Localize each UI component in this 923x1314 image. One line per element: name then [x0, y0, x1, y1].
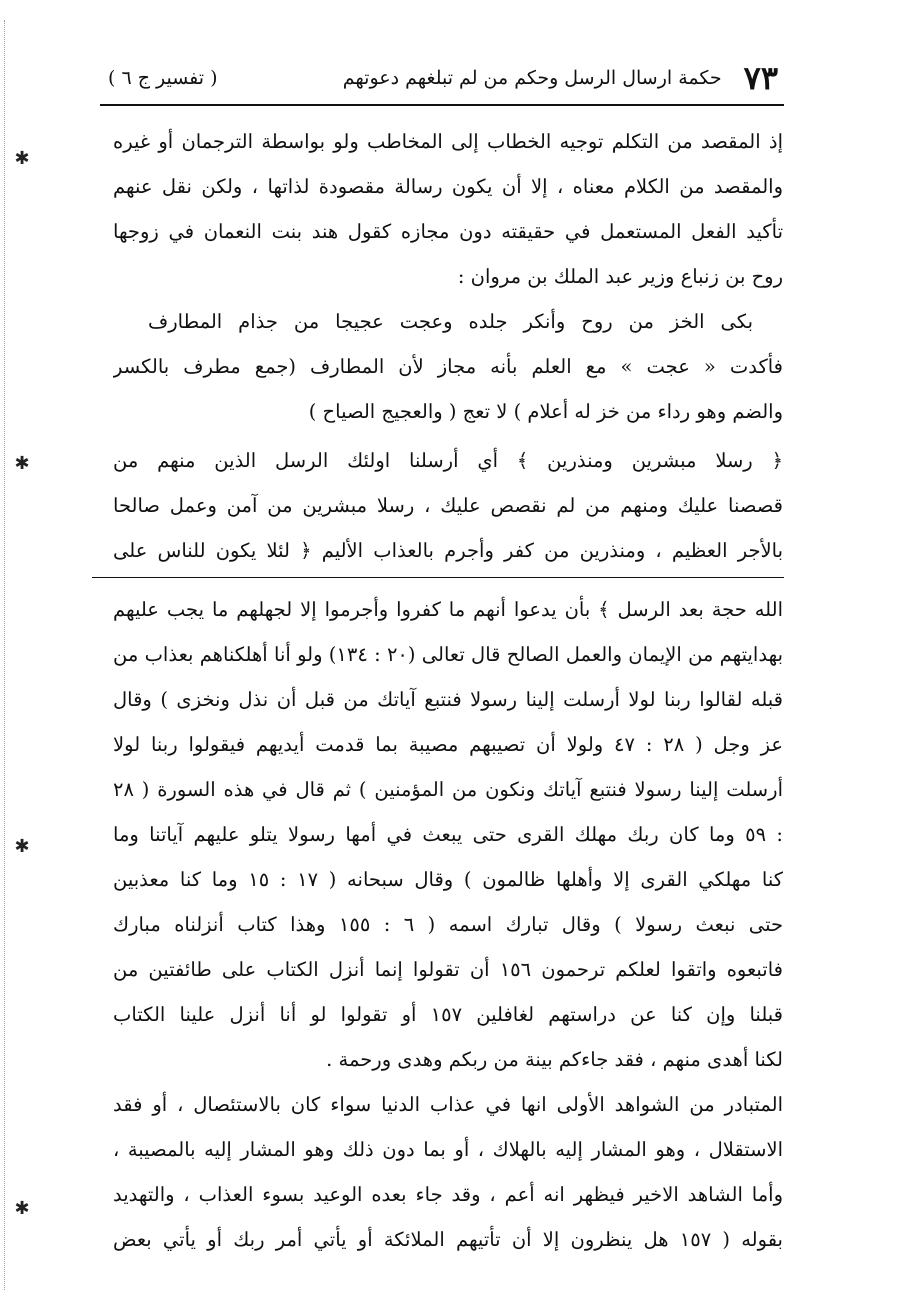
text-line: والمقصد من الكلام معناه ، إلا أن يكون رسالة مقصودة لذاتها ، ولكن نقل عنهم: [113, 175, 783, 198]
text-line: : ٥٩ وما كان ربك مهلك القرى حتى يبعث في أمها رسولا يتلو عليهم آياتنا وما: [113, 823, 783, 846]
poetry-verse: بكى الخز من روح وأنكر جلده وعجت عجيجا من جذام المطارف: [148, 310, 753, 333]
text-line: الله حجة بعد الرسل ﴾ بأن يدعوا أنهم ما كفروا وأجرموا إلا لجهلهم ما يجب عليهم: [113, 598, 783, 621]
page-number: ٧٣: [743, 59, 778, 97]
text-line: قبلنا وإن كنا عن دراستهم لغافلين ١٥٧ أو تقولوا لو أنا أنزل علينا الكتاب: [113, 1003, 783, 1026]
text-line: قبله لقالوا ربنا لولا أرسلت إلينا رسولا فنتبع آياتك من قبل أن نذل ونخزى ) وقال: [113, 688, 783, 711]
text-line: ﴿ رسلا مبشرين ومنذرين ﴾ أي أرسلنا اولئك الرسل الذين منهم من: [113, 449, 783, 472]
text-line: قصصنا عليك ومنهم من لم نقصص عليك ، رسلا مبشرين من آمن وعمل صالحا: [113, 494, 783, 517]
page-header: [108, 58, 778, 98]
text-line: وأما الشاهد الاخير فيظهر انه أعم ، وقد جاء بعده الوعيد بسوء العذاب ، والتهديد: [113, 1183, 783, 1206]
volume-reference: ( تفسير ج ٦ ): [108, 67, 218, 89]
text-line: فأكدت « عجت » مع العلم بأنه مجاز لأن المطارف (جمع مطرف بالكسر: [113, 355, 783, 378]
running-title: حكمة ارسال الرسل وحكم من لم تبلغهم دعوتهم: [342, 67, 722, 89]
margin-mark-icon: ✱: [14, 148, 30, 169]
header-rule: [100, 104, 784, 106]
text-line: فاتبعوه واتقوا لعلكم ترحمون ١٥٦ أن تقولوا إنما أنزل الكتاب على طائفتين من: [113, 958, 783, 981]
text-line: عز وجل ( ٢٨ : ٤٧ ولولا أن تصيبهم مصيبة بما قدمت أيديهم فيقولوا ربنا لولا: [113, 733, 783, 756]
page-left-edge: [4, 20, 11, 1290]
section-rule: [92, 577, 784, 578]
text-line: بقوله ( ١٥٧ هل ينظرون إلا أن تأتيهم الملائكة أو يأتي أمر ربك أو يأتي بعض: [113, 1228, 783, 1251]
text-line: حتى نبعث رسولا ) وقال تبارك اسمه ( ٦ : ١٥٥ وهذا كتاب أنزلناه مبارك: [113, 913, 783, 936]
text-line: أرسلت إلينا رسولا فنتبع آياتك ونكون من المؤمنين ) ثم قال في هذه السورة ( ٢٨: [113, 778, 783, 801]
text-line: بالأجر العظيم ، ومنذرين من كفر وأجرم بالعذاب الأليم ﴿ لئلا يكون للناس على: [113, 539, 783, 562]
text-line: المتبادر من الشواهد الأولى انها في عذاب الدنيا سواء كان بالاستئصال ، أو فقد: [113, 1093, 783, 1116]
text-line: والضم وهو رداء من خز له أعلام ) لا تعج ( والعجيج الصياح ): [308, 400, 783, 423]
text-line: بهدايتهم من الإيمان والعمل الصالح قال تعالى (٢٠ : ١٣٤) ولو أنا أهلكناهم بعذاب من: [113, 643, 783, 666]
text-line: كنا مهلكي القرى إلا وأهلها ظالمون ) وقال سبحانه ( ١٧ : ١٥ وما كنا معذبين: [113, 868, 783, 891]
text-line: إذ المقصد من التكلم توجيه الخطاب إلى المخاطب ولو بواسطة الترجمان أو غيره: [113, 130, 783, 153]
margin-mark-icon: ✱: [14, 1198, 30, 1219]
text-line: روح بن زنباع وزير عبد الملك بن مروان :: [457, 265, 783, 288]
text-line: الاستقلال ، وهو المشار إليه بالهلاك ، أو بما دون ذلك وهو المشار إليه بالمصيبة ،: [113, 1138, 783, 1161]
margin-mark-icon: ✱: [14, 836, 30, 857]
margin-mark-icon: ✱: [14, 453, 30, 474]
text-line: تأكيد الفعل المستعمل في حقيقته دون مجازه كقول هند بنت النعمان في زوجها: [113, 220, 783, 243]
text-line: لكنا أهدى منهم ، فقد جاءكم بينة من ربكم وهدى ورحمة .: [326, 1048, 783, 1071]
